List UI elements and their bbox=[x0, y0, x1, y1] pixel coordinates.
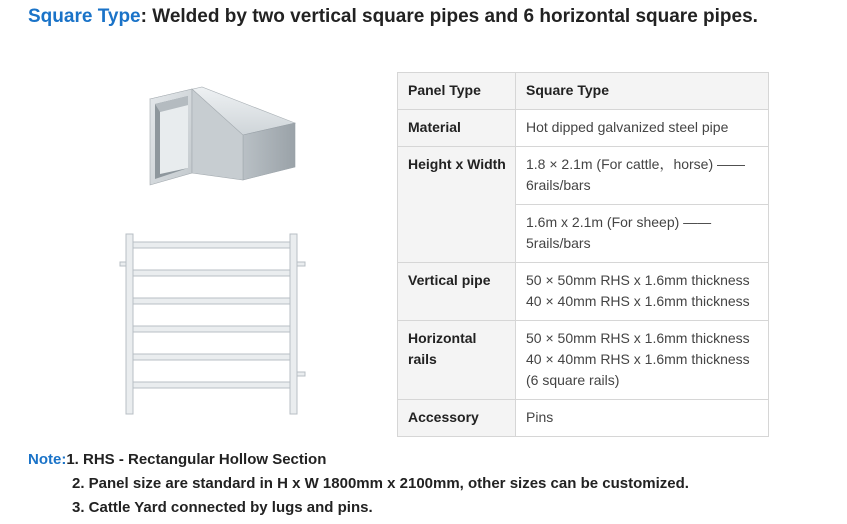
table-header-row bbox=[398, 73, 769, 110]
material-key: Material bbox=[398, 110, 516, 147]
heading-text: : Welded by two vertical square pipes and 6 horizontal square pipes. bbox=[140, 6, 758, 27]
table-row-size bbox=[398, 147, 769, 205]
header-value: Square Type bbox=[516, 73, 769, 110]
vertical-pipe-line-1: 50 × 50mm RHS x 1.6mm thickness bbox=[526, 272, 750, 288]
table-row-horizontal-rails bbox=[398, 321, 769, 400]
cattle-panel-image bbox=[118, 232, 313, 417]
note-item-3: 3. Cattle Yard connected by lugs and pins. bbox=[72, 499, 373, 516]
specification-table bbox=[397, 72, 769, 437]
note-label: Note: bbox=[28, 451, 67, 468]
horizontal-rails-value bbox=[516, 321, 769, 400]
accessory-key: Accessory bbox=[398, 400, 516, 437]
horizontal-rails-line-2: 40 × 40mm RHS x 1.6mm thickness bbox=[526, 351, 750, 367]
square-pipe-image bbox=[140, 85, 300, 195]
size-key: Height x Width bbox=[398, 147, 516, 263]
note-block bbox=[28, 448, 689, 520]
table-row-vertical-pipe bbox=[398, 263, 769, 321]
horizontal-rails-line-1: 50 × 50mm RHS x 1.6mm thickness bbox=[526, 330, 750, 346]
table-row-material bbox=[398, 110, 769, 147]
note-item-2: 2. Panel size are standard in H x W 1800mm x 2100mm, other sizes can be customized. bbox=[72, 475, 689, 492]
table-row-accessory bbox=[398, 400, 769, 437]
vertical-pipe-key: Vertical pipe bbox=[398, 263, 516, 321]
accessory-value: Pins bbox=[516, 400, 769, 437]
vertical-pipe-line-2: 40 × 40mm RHS x 1.6mm thickness bbox=[526, 293, 750, 309]
size-value-cattle: 1.8 × 2.1m (For cattle，horse) ——6rails/bars bbox=[516, 147, 769, 205]
vertical-pipe-value bbox=[516, 263, 769, 321]
heading-lead: Square Type bbox=[28, 6, 141, 27]
size-value-sheep: 1.6m x 2.1m (For sheep) —— 5rails/bars bbox=[516, 205, 769, 263]
horizontal-rails-key: Horizontal rails bbox=[398, 321, 516, 400]
section-heading bbox=[28, 2, 808, 31]
header-key: Panel Type bbox=[398, 73, 516, 110]
note-item-1: 1. RHS - Rectangular Hollow Section bbox=[66, 451, 327, 468]
horizontal-rails-line-3: (6 square rails) bbox=[526, 372, 620, 388]
material-value: Hot dipped galvanized steel pipe bbox=[516, 110, 769, 147]
note-line-1 bbox=[28, 448, 689, 472]
